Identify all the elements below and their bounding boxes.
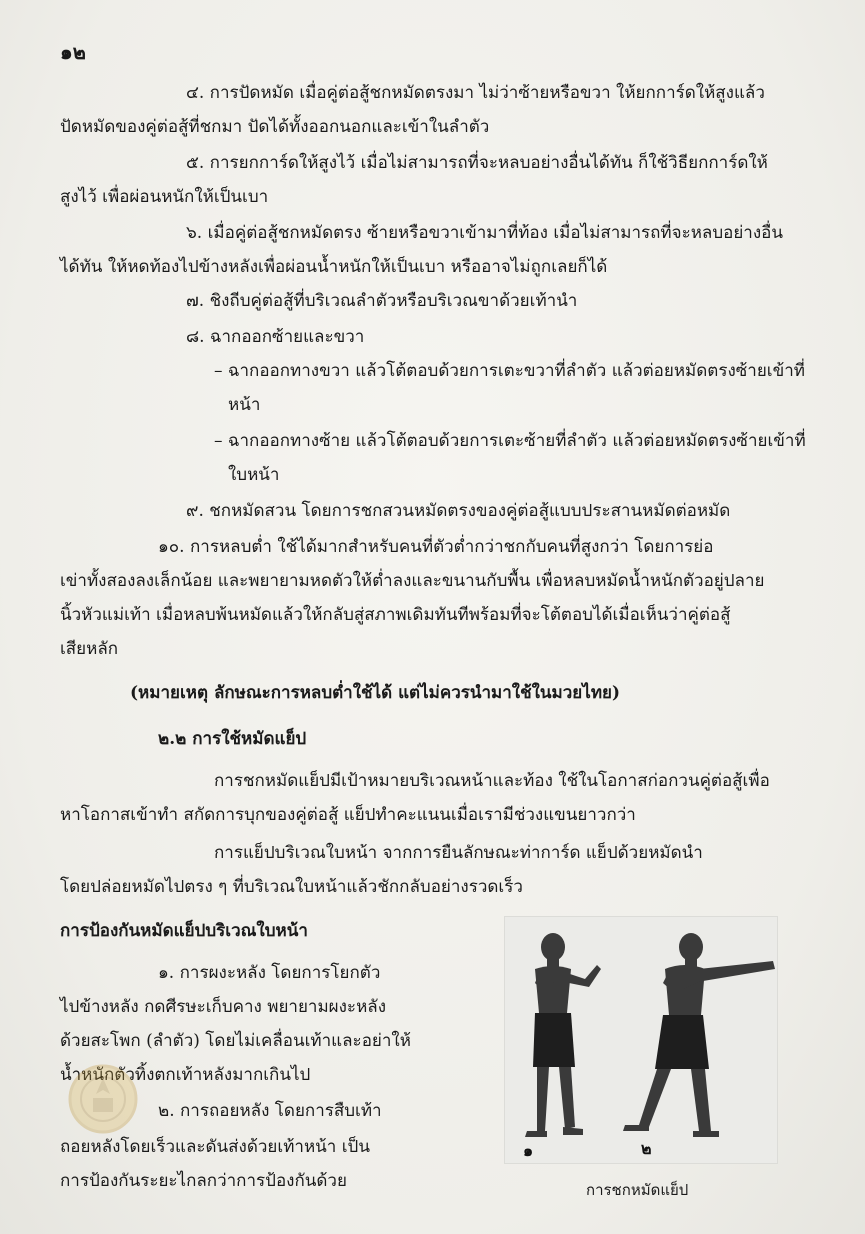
library-seal-watermark	[66, 1062, 140, 1136]
text-line: ๙. ชกหมัดสวน โดยการชกสวนหมัดตรงของคู่ต่อสู้แบบประสานหมัดต่อหมัด	[186, 501, 731, 521]
subsection-heading: การป้องกันหมัดแย็ปบริเวณใบหน้า	[60, 921, 308, 941]
text-line: – ฉากออกทางซ้าย แล้วโต้ตอบด้วยการเตะซ้ายที่ลำตัว แล้วต่อยหมัดตรงซ้ายเข้าที่	[214, 431, 806, 451]
text-line: ๔. การปัดหมัด เมื่อคู่ต่อสู้ชกหมัดตรงมา ไม่ว่าซ้ายหรือขวา ให้ยกการ์ดให้สูงแล้ว	[186, 83, 765, 103]
text-line: การแย็ปบริเวณใบหน้า จากการยืนลักษณะท่าการ์ด แย็ปด้วยหมัดนำ	[214, 843, 703, 863]
note-line: (หมายเหตุ ลักษณะการหลบต่ำใช้ได้ แต่ไม่ควรนำมาใช้ในมวยไทย)	[130, 683, 621, 703]
jab-illustration	[505, 917, 777, 1163]
text-line: ถอยหลังโดยเร็วและดันส่งด้วยเท้าหน้า เป็น	[60, 1137, 370, 1157]
text-line: การชกหมัดแย็ปมีเป้าหมายบริเวณหน้าและท้อง ใช้ในโอกาสก่อกวนคู่ต่อสู้เพื่อ	[214, 771, 770, 791]
text-line: ๑. การผงะหลัง โดยการโยกตัว	[158, 963, 381, 983]
section-heading: ๒.๒ การใช้หมัดแย็ป	[158, 729, 307, 749]
page-number: ๑๒	[60, 40, 86, 64]
text-line: ๑๐. การหลบต่ำ ใช้ได้มากสำหรับคนที่ตัวต่ำกว่าชกกับคนที่สูงกว่า โดยการย่อ	[158, 537, 714, 557]
text-line: เสียหลัก	[60, 639, 119, 659]
boxing-photo	[504, 916, 778, 1164]
text-line: – ฉากออกทางขวา แล้วโต้ตอบด้วยการเตะขวาที่ลำตัว แล้วต่อยหมัดตรงซ้ายเข้าที่	[214, 361, 805, 381]
text-line: ๖. เมื่อคู่ต่อสู้ชกหมัดตรง ซ้ายหรือขวาเข้ามาที่ท้อง เมื่อไม่สามารถที่จะหลบอย่างอื่น	[186, 223, 783, 243]
text-line: ๒. การถอยหลัง โดยการสืบเท้า	[158, 1101, 382, 1121]
figure-label-1: ๑	[523, 1141, 534, 1160]
text-line: ด้วยสะโพก (ลำตัว) โดยไม่เคลื่อนเท้าและอย่าให้	[60, 1031, 411, 1051]
text-line: ๕. การยกการ์ดให้สูงไว้ เมื่อไม่สามารถที่จะหลบอย่างอื่นได้ทัน ก็ใช้วิธียกการ์ดให้	[186, 153, 768, 173]
text-line: ๘. ฉากออกซ้ายและขวา	[186, 327, 365, 347]
text-line: สูงไว้ เพื่อผ่อนหนักให้เป็นเบา	[60, 187, 269, 207]
text-line: นิ้วหัวแม่เท้า เมื่อหลบพ้นหมัดแล้วให้กลับสู่สภาพเดิมทันทีพร้อมที่จะโต้ตอบได้เมื่อเห็นว่าคู่ต่อสู้	[60, 605, 731, 625]
text-line: น้ำหนักตัวทิ้งตกเท้าหลังมากเกินไป	[60, 1065, 311, 1085]
text-line: ๗. ชิงถีบคู่ต่อสู้ที่บริเวณลำตัวหรือบริเวณขาด้วยเท้านำ	[186, 291, 578, 311]
text-line: ปัดหมัดของคู่ต่อสู้ที่ชกมา ปัดได้ทั้งออกนอกและเข้าในลำตัว	[60, 117, 490, 137]
text-line: ใบหน้า	[228, 465, 280, 485]
text-line: การป้องกันระยะไกลกว่าการป้องกันด้วย	[60, 1171, 347, 1191]
text-line: หาโอกาสเข้าทำ สกัดการบุกของคู่ต่อสู้ แย็ปทำคะแนนเมื่อเรามีช่วงแขนยาวกว่า	[60, 805, 636, 825]
text-line: เข่าทั้งสองลงเล็กน้อย และพยายามหดตัวให้ต่ำลงและขนานกับพื้น เพื่อหลบหมัดน้ำหนักตัวอยู่ปลาย	[60, 571, 765, 591]
figure-caption: การชกหมัดแย็ป	[586, 1181, 689, 1199]
text-line: หน้า	[228, 395, 261, 415]
figure-label-2: ๒	[641, 1139, 652, 1158]
text-line: ไปข้างหลัง กดศีรษะเก็บคาง พยายามผงะหลัง	[60, 997, 386, 1017]
text-line: ได้ทัน ให้หดท้องไปข้างหลังเพื่อผ่อนน้ำหนักให้เป็นเบา หรืออาจไม่ถูกเลยก็ได้	[60, 257, 608, 277]
text-line: โดยปล่อยหมัดไปตรง ๆ ที่บริเวณใบหน้าแล้วชักกลับอย่างรวดเร็ว	[60, 877, 523, 897]
